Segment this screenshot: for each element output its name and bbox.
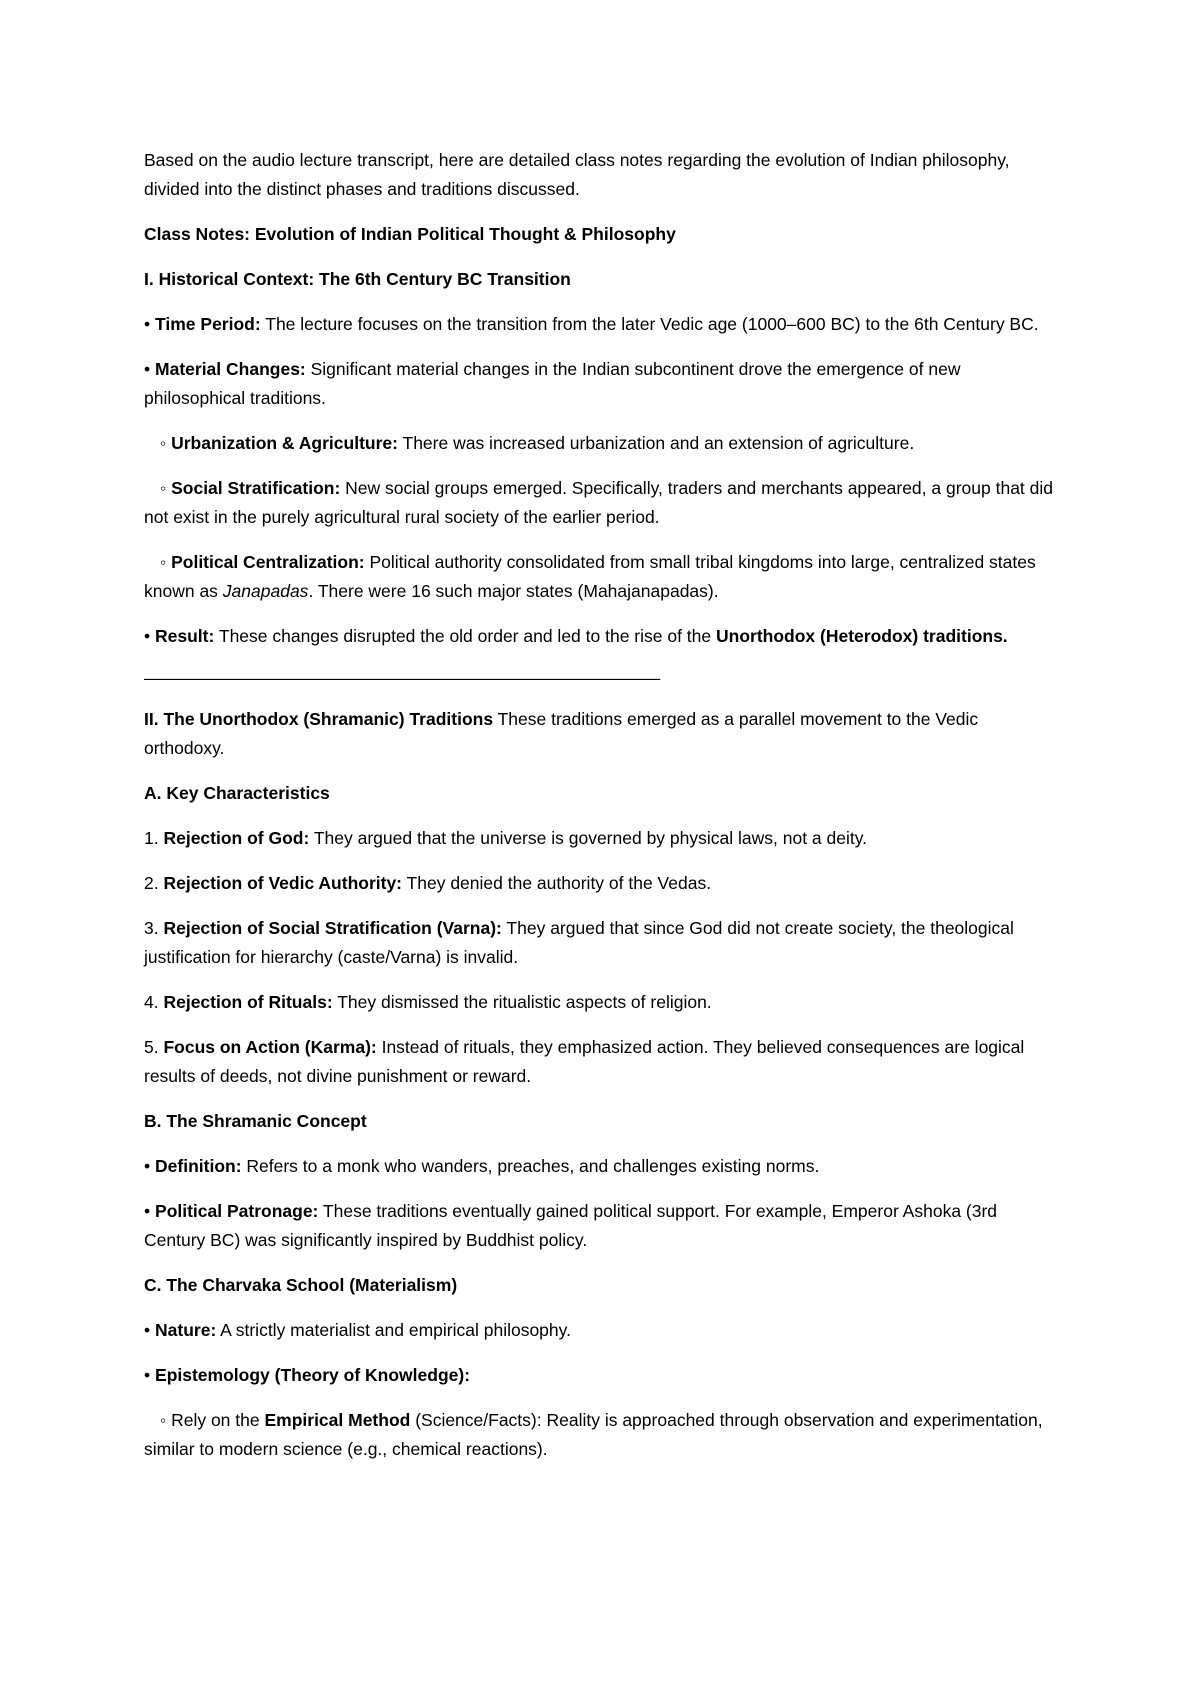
section-divider: —————————————————————————————— — [144, 668, 661, 688]
bullet-icon: • — [144, 1201, 151, 1221]
subsection-b-heading: B. The Shramanic Concept — [144, 1111, 367, 1131]
bullet-icon: • — [144, 626, 151, 646]
political-patronage-bullet: • Political Patronage: These traditions eventually gained political support. For example, Emperor Ashoka (3rd Century BC) was significantly inspired by Buddhist policy. — [144, 1201, 998, 1250]
sub-bullet-icon: ◦ — [160, 478, 167, 498]
urbanization-sub-bullet: ◦ Urbanization & Agriculture: There was increased urbanization and an extension of agriculture. — [160, 433, 915, 453]
bullet-icon: • — [144, 1365, 151, 1385]
empirical-method-sub-bullet: ◦ Rely on the Empirical Method (Science/Facts): Reality is approached through observation and experimentation, similar to modern science (e.g., chemical reactions). — [144, 1410, 1043, 1459]
bullet-icon: • — [144, 1156, 151, 1176]
list-item: 3. Rejection of Social Stratification (Varna): They argued that since God did not create society, the theological justification for hierarchy (caste/Varna) is invalid. — [144, 918, 1014, 967]
section-1-heading: I. Historical Context: The 6th Century BC Transition — [144, 269, 571, 289]
sub-bullet-icon: ◦ — [160, 433, 167, 453]
nature-bullet: • Nature: A strictly materialist and empirical philosophy. — [144, 1320, 571, 1340]
list-item: 2. Rejection of Vedic Authority: They denied the authority of the Vedas. — [144, 873, 712, 893]
list-item: 1. Rejection of God: They argued that the universe is governed by physical laws, not a deity. — [144, 828, 868, 848]
document-title: Class Notes: Evolution of Indian Political Thought & Philosophy — [144, 224, 676, 244]
bullet-icon: • — [144, 314, 151, 334]
list-item: 4. Rejection of Rituals: They dismissed the ritualistic aspects of religion. — [144, 992, 712, 1012]
sub-bullet-icon: ◦ — [160, 1410, 167, 1430]
bullet-icon: • — [144, 359, 151, 379]
list-item: 5. Focus on Action (Karma): Instead of rituals, they emphasized action. They believed consequences are logical results of deeds, not divine punishment or reward. — [144, 1037, 1025, 1086]
subsection-a-heading: A. Key Characteristics — [144, 783, 330, 803]
sub-bullet-icon: ◦ — [160, 552, 167, 572]
material-changes-bullet: • Material Changes: Significant material changes in the Indian subcontinent drove the emergence of new philosophical traditions. — [144, 359, 961, 408]
definition-bullet: • Definition: Refers to a monk who wanders, preaches, and challenges existing norms. — [144, 1156, 820, 1176]
social-stratification-sub-bullet: ◦ Social Stratification: New social groups emerged. Specifically, traders and merchants appeared, a group that did not exist in the purely agricultural rural society of the earlier period. — [144, 478, 1054, 527]
subsection-c-heading: C. The Charvaka School (Materialism) — [144, 1275, 458, 1295]
epistemology-bullet: • Epistemology (Theory of Knowledge): — [144, 1365, 471, 1385]
intro-paragraph: Based on the audio lecture transcript, here are detailed class notes regarding the evolution of Indian philosophy, divided into the distinct phases and traditions discussed. — [144, 150, 1010, 199]
bullet-icon: • — [144, 1320, 151, 1340]
time-period-bullet: • Time Period: The lecture focuses on the transition from the later Vedic age (1000–600 BC) to the 6th Century BC. — [144, 314, 1039, 334]
political-centralization-sub-bullet: ◦ Political Centralization: Political authority consolidated from small tribal kingdoms into large, centralized states known as Janapadas. There were 16 such major states (Mahajanapadas). — [144, 552, 1036, 601]
result-bullet: • Result: These changes disrupted the old order and led to the rise of the Unorthodox (Heterodox) traditions. — [144, 626, 1008, 646]
section-2-heading: II. The Unorthodox (Shramanic) Traditions These traditions emerged as a parallel movement to the Vedic orthodoxy. — [144, 709, 979, 758]
